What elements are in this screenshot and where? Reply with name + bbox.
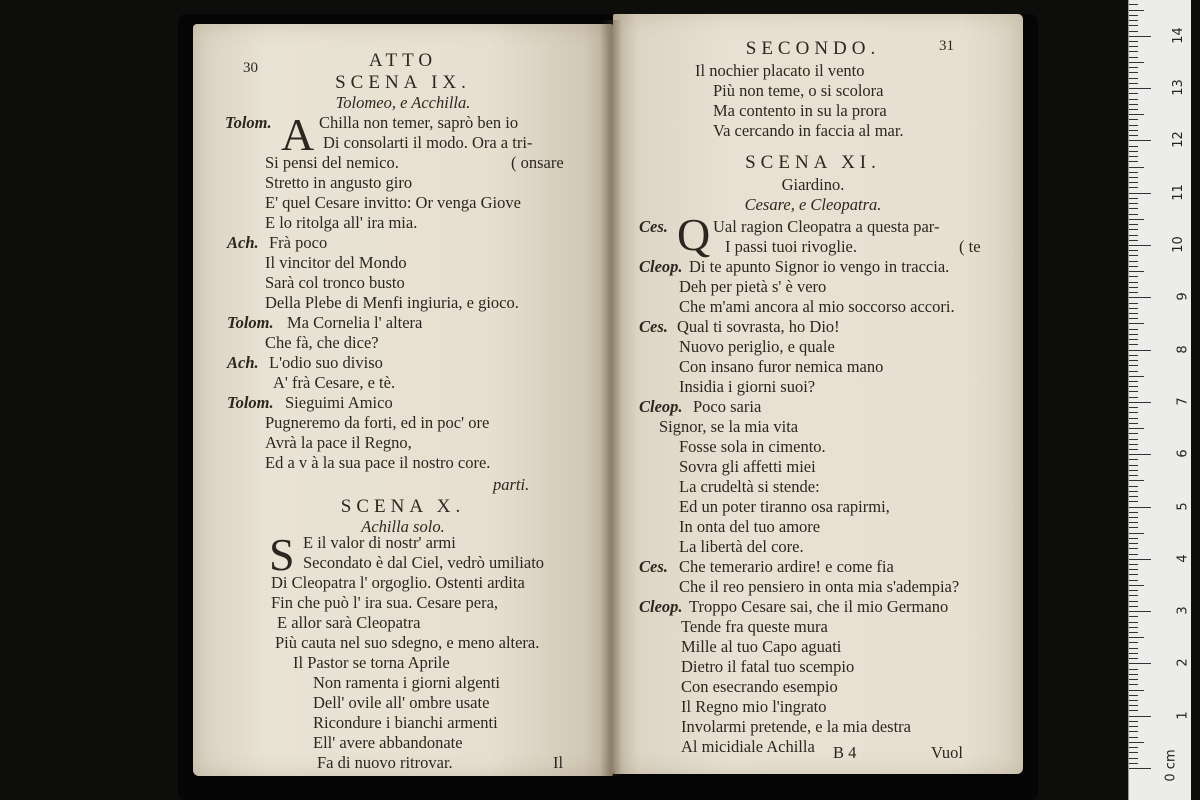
verse-line-turnover: ( onsare (511, 153, 564, 172)
ruler-tick (1129, 203, 1138, 204)
ruler-tick (1129, 83, 1138, 84)
ruler-tick (1129, 31, 1138, 32)
ruler-tick (1129, 559, 1151, 560)
ruler-number: 5 (1175, 501, 1191, 511)
ruler-tick (1129, 104, 1138, 105)
verse-line: E il valor di nostr' armi (303, 533, 456, 552)
ruler-tick (1129, 601, 1138, 602)
ruler-tick (1129, 512, 1138, 513)
verse-line: In onta del tuo amore (679, 517, 821, 536)
catchword: Vuol (931, 743, 964, 762)
ruler-tick (1129, 271, 1144, 272)
speaker-label: Ach. (227, 233, 259, 252)
ruler-tick (1129, 501, 1138, 502)
catchword: Il (553, 753, 564, 772)
verse-line: Sieguimi Amico (285, 393, 393, 412)
ruler-tick (1129, 323, 1144, 324)
ruler-tick (1129, 459, 1138, 460)
ruler-tick (1129, 564, 1138, 565)
ruler-number: 2 (1175, 658, 1191, 668)
ruler-tick (1129, 114, 1144, 115)
verse-line: Il Pastor se torna Aprile (293, 653, 450, 672)
verse-line: Ell' avere abbandonate (313, 733, 463, 752)
verse-line: Il nochier placato il vento (695, 61, 865, 80)
right-running-head: SECONDO. (745, 38, 881, 59)
ruler-tick (1129, 742, 1144, 743)
ruler-tick (1129, 229, 1138, 230)
ruler-tick (1129, 700, 1138, 701)
ruler-tick (1129, 543, 1138, 544)
ruler-tick (1129, 36, 1151, 37)
ruler-tick (1129, 590, 1138, 591)
ruler-tick (1129, 276, 1138, 277)
ruler-tick (1129, 51, 1138, 52)
verse-line-turnover: ( te (959, 237, 981, 256)
ruler-tick (1129, 658, 1138, 659)
ruler-tick (1129, 428, 1144, 429)
scene-x-characters: Achilla solo. (361, 517, 445, 536)
verse-line: Più non teme, o si scolora (713, 81, 884, 100)
ruler-tick (1129, 433, 1138, 434)
book-gutter (600, 20, 622, 776)
ruler-tick (1129, 72, 1138, 73)
ruler-tick (1129, 752, 1138, 753)
verse-line: Che m'ami ancora al mio soccorso accori. (679, 297, 955, 316)
verse-line: Il vincitor del Mondo (265, 253, 407, 272)
ruler-tick (1129, 595, 1138, 596)
ruler-tick (1129, 444, 1138, 445)
ruler-tick (1129, 140, 1151, 141)
verse-line: Sovra gli affetti miei (679, 457, 816, 476)
ruler-tick (1129, 360, 1138, 361)
ruler-tick (1129, 768, 1151, 769)
ruler-tick (1129, 763, 1138, 764)
ruler-tick (1129, 365, 1138, 366)
verse-line: Frà poco (269, 233, 328, 252)
drop-cap: A (281, 109, 315, 160)
verse-line: Di te apunto Signor io vengo in traccia. (689, 257, 950, 276)
ruler-number: 8 (1175, 344, 1191, 354)
verse-line: Che fà, che dice? (265, 333, 379, 352)
ruler-tick (1129, 93, 1138, 94)
ruler-tick (1129, 648, 1138, 649)
ruler-number: 10 (1171, 236, 1187, 253)
ruler-unit-label: 0 cm (1163, 749, 1179, 782)
ruler-tick (1129, 554, 1138, 555)
ruler-tick (1129, 177, 1138, 178)
speaker-label: Tolom. (227, 313, 274, 332)
left-running-head: ATTO (368, 50, 438, 71)
ruler-tick (1129, 569, 1138, 570)
ruler-tick (1129, 151, 1138, 152)
verse-line: I passi tuoi rivoglie. (725, 237, 857, 256)
verse-line: Signor, se la mia vita (659, 417, 799, 436)
ruler-tick (1129, 287, 1138, 288)
exit-direction: parti. (493, 475, 530, 494)
ruler-tick (1129, 67, 1138, 68)
ruler-tick (1129, 716, 1151, 717)
verse-line: Con insano furor nemica mano (679, 357, 884, 376)
verse-line: Di consolarti il modo. Ora a tri- (323, 133, 533, 152)
verse-line: Dell' ovile all' ombre usate (313, 693, 490, 712)
verse-line: Ricondure i bianchi armenti (313, 713, 498, 732)
ruler-tick (1129, 407, 1138, 408)
ruler-tick (1129, 376, 1144, 377)
verse-line: Di Cleopatra l' orgoglio. Ostenti ardita (271, 573, 525, 592)
ruler-tick (1129, 109, 1138, 110)
ruler-tick (1129, 130, 1138, 131)
ruler-tick (1129, 381, 1138, 382)
ruler-tick (1129, 282, 1138, 283)
ruler-tick (1129, 62, 1144, 63)
ruler-tick (1129, 710, 1138, 711)
ruler-tick (1129, 679, 1138, 680)
ruler-tick (1129, 538, 1138, 539)
verse-line: Pugneremo da forti, ed in poc' ore (265, 413, 490, 432)
verse-line: Nuovo periglio, e quale (679, 337, 835, 356)
ruler-tick (1129, 125, 1138, 126)
verse-line: La libertà del core. (679, 537, 804, 556)
ruler-tick (1129, 737, 1138, 738)
scene-xi-title: SCENA XI. (745, 152, 881, 173)
ruler-tick (1129, 235, 1138, 236)
verse-line: Ed a v à la sua pace il nostro core. (265, 453, 491, 472)
ruler-tick (1129, 496, 1138, 497)
ruler-tick (1129, 187, 1138, 188)
verse-line: Fa di nuovo ritrovar. (317, 753, 453, 772)
scene-xi-characters: Cesare, e Cleopatra. (744, 195, 882, 214)
ruler-tick (1129, 172, 1138, 173)
speaker-label: Ces. (639, 317, 668, 336)
ruler-tick (1129, 653, 1138, 654)
ruler-tick (1129, 344, 1138, 345)
ruler-tick (1129, 88, 1151, 89)
ruler-tick (1129, 99, 1138, 100)
right-page (613, 14, 1023, 774)
ruler-tick (1129, 350, 1151, 351)
verse-line: Avrà la pace il Regno, (265, 433, 412, 452)
ruler-tick (1129, 480, 1144, 481)
ruler-tick (1129, 642, 1138, 643)
speaker-label: Tolom. (227, 393, 274, 412)
speaker-label: Ces. (639, 557, 668, 576)
ruler-tick (1129, 146, 1138, 147)
ruler-tick (1129, 690, 1144, 691)
ruler-number: 1 (1175, 711, 1191, 720)
ruler-tick (1129, 161, 1138, 162)
ruler-tick (1129, 255, 1138, 256)
speaker-label: Ach. (227, 353, 259, 372)
verse-line: Involarmi pretende, e la mia destra (681, 717, 911, 736)
verse-line: Si pensi del nemico. (265, 153, 399, 172)
ruler-tick (1129, 334, 1138, 335)
ruler-tick (1129, 313, 1138, 314)
verse-line: Ma Cornelia l' altera (287, 313, 423, 332)
verse-line: Mille al tuo Capo aguati (681, 637, 842, 656)
ruler-tick (1129, 391, 1138, 392)
ruler-tick (1129, 616, 1138, 617)
ruler-tick (1129, 695, 1138, 696)
ruler-tick (1129, 674, 1138, 675)
speaker-label: Ces. (639, 217, 668, 236)
ruler-tick (1129, 297, 1151, 298)
ruler-tick (1129, 193, 1151, 194)
verse-line: Il Regno mio l'ingrato (681, 697, 827, 716)
ruler-tick (1129, 386, 1138, 387)
ruler-tick (1129, 339, 1138, 340)
verse-line: E allor sarà Cleopatra (277, 613, 421, 632)
ruler-tick (1129, 412, 1138, 413)
verse-line: Che il reo pensiero in onta mia s'adempia? (679, 577, 960, 596)
verse-line: Non ramenta i giorni algenti (313, 673, 500, 692)
verse-line: Più cauta nel suo sdegno, e meno altera. (275, 633, 540, 652)
verse-line: Tende fra queste mura (681, 617, 828, 636)
ruler-tick (1129, 684, 1138, 685)
verse-line: A' frà Cesare, e tè. (273, 373, 396, 392)
ruler-tick (1129, 454, 1151, 455)
ruler-tick (1129, 156, 1138, 157)
verse-line: Al micidiale Achilla (681, 737, 815, 756)
verse-line: Della Plebe di Menfi ingiuria, e gioco. (265, 293, 519, 312)
scene-x-title: SCENA X. (340, 496, 466, 517)
ruler-tick (1129, 397, 1138, 398)
ruler-number: 13 (1171, 79, 1187, 96)
ruler-number: 6 (1175, 449, 1191, 458)
verse-line: Con esecrando esempio (681, 677, 838, 696)
ruler-number: 12 (1171, 131, 1187, 149)
ruler-tick (1129, 46, 1138, 47)
ruler-tick (1129, 329, 1138, 330)
ruler-tick (1129, 517, 1138, 518)
ruler-tick (1129, 721, 1138, 722)
verse-line: Va cercando in faccia al mar. (713, 121, 904, 140)
ruler-tick (1129, 182, 1138, 183)
ruler-tick (1129, 491, 1138, 492)
verse-line: Poco saria (693, 397, 762, 416)
ruler-tick (1129, 292, 1138, 293)
ruler-number: 4 (1175, 554, 1191, 563)
ruler-number: 9 (1175, 292, 1191, 301)
ruler-tick (1129, 224, 1138, 225)
ruler-tick (1129, 611, 1151, 612)
ruler-tick (1129, 240, 1138, 241)
verse-line: L'odio suo diviso (269, 353, 383, 372)
verse-line: Che temerario ardire! e come fia (679, 557, 894, 576)
verse-line: Secondato è dal Ciel, vedrò umiliato (303, 553, 545, 572)
speaker-label: Tolom. (225, 113, 272, 132)
ruler-number: 7 (1175, 397, 1191, 406)
ruler-tick (1129, 4, 1138, 5)
verse-line: Deh per pietà s' è vero (679, 277, 827, 296)
ruler-tick (1129, 208, 1138, 209)
left-page-number: 30 (243, 60, 258, 76)
verse-line: Ual ragion Cleopatra a questa par- (713, 217, 940, 236)
ruler-tick (1129, 731, 1138, 732)
ruler-tick (1129, 119, 1138, 120)
ruler-tick (1129, 507, 1151, 508)
ruler-tick (1129, 15, 1138, 16)
ruler-tick (1129, 522, 1138, 523)
ruler-tick (1129, 25, 1138, 26)
ruler-tick (1129, 627, 1138, 628)
ruler-tick (1129, 663, 1151, 664)
speaker-label: Cleop. (639, 397, 683, 416)
ruler-tick (1129, 574, 1138, 575)
verse-line: La crudeltà si stende: (679, 477, 820, 496)
ruler-tick (1129, 418, 1138, 419)
signature-mark: B 4 (833, 743, 857, 762)
ruler-number: 3 (1175, 606, 1191, 615)
verse-line: E lo ritolga all' ira mia. (265, 213, 418, 232)
ruler-tick (1129, 637, 1144, 638)
ruler-tick (1129, 20, 1138, 21)
speaker-label: Cleop. (639, 257, 683, 276)
verse-line: Troppo Cesare sai, che il mio Germano (689, 597, 949, 616)
right-page-number: 31 (939, 38, 954, 54)
ruler-tick (1129, 606, 1138, 607)
ruler-number: 14 (1171, 27, 1187, 44)
ruler-tick (1129, 758, 1138, 759)
ruler-tick (1129, 439, 1138, 440)
ruler-tick (1129, 135, 1138, 136)
ruler-tick (1129, 402, 1151, 403)
drop-cap: S (269, 529, 295, 580)
ruler-tick (1129, 470, 1138, 471)
ruler-tick (1129, 167, 1144, 168)
scene-ix-characters: Tolomeo, e Acchilla. (335, 93, 471, 112)
ruler-tick (1129, 632, 1138, 633)
ruler-tick (1129, 580, 1138, 581)
ruler-tick (1129, 308, 1138, 309)
verse-line: Qual ti sovrasta, ho Dio! (677, 317, 840, 336)
verse-line: Dietro il fatal tuo scempio (681, 657, 855, 676)
verse-line: Sarà col tronco busto (265, 273, 405, 292)
ruler-tick (1129, 533, 1144, 534)
ruler-tick (1129, 10, 1144, 11)
verse-line: Stretto in angusto giro (265, 173, 413, 192)
ruler-tick (1129, 475, 1138, 476)
verse-line: Ma contento in su la prora (713, 101, 887, 120)
ruler-tick (1129, 622, 1138, 623)
verse-line: Chilla non temer, saprò ben io (319, 113, 519, 132)
ruler-tick (1129, 57, 1138, 58)
verse-line: Fosse sola in cimento. (679, 437, 826, 456)
ruler-tick (1129, 250, 1138, 251)
ruler-tick (1129, 266, 1138, 267)
ruler-tick (1129, 214, 1138, 215)
ruler-tick (1129, 41, 1138, 42)
ruler-tick (1129, 303, 1138, 304)
ruler-tick (1129, 198, 1138, 199)
ruler-tick (1129, 465, 1138, 466)
verse-line: Ed un poter tiranno osa rapirmi, (679, 497, 890, 516)
ruler-tick (1129, 219, 1144, 220)
speaker-label: Cleop. (639, 597, 683, 616)
ruler-tick (1129, 78, 1138, 79)
ruler-tick (1129, 548, 1138, 549)
ruler-tick (1129, 318, 1138, 319)
ruler-tick (1129, 261, 1138, 262)
ruler-tick (1129, 747, 1138, 748)
ruler-tick (1129, 669, 1138, 670)
ruler-tick (1129, 355, 1138, 356)
ruler-tick (1129, 527, 1138, 528)
ruler-tick (1129, 423, 1138, 424)
drop-cap: Q (677, 209, 711, 260)
ruler-tick (1129, 585, 1144, 586)
ruler-tick (1129, 245, 1151, 246)
verse-line: Fin che può l' ira sua. Cesare pera, (271, 593, 499, 612)
ruler-number: 11 (1171, 183, 1187, 201)
measuring-ruler (1128, 0, 1191, 800)
ruler-tick (1129, 371, 1138, 372)
ruler-tick (1129, 705, 1138, 706)
scene-xi-setting: Giardino. (781, 175, 845, 194)
ruler-tick (1129, 449, 1138, 450)
verse-line: Insidia i giorni suoi? (679, 377, 816, 396)
verse-line: E' quel Cesare invitto: Or venga Giove (265, 193, 521, 212)
left-page (193, 24, 613, 776)
ruler-tick (1129, 486, 1138, 487)
ruler-tick (1129, 726, 1138, 727)
scene-ix-title: SCENA IX. (335, 72, 471, 93)
